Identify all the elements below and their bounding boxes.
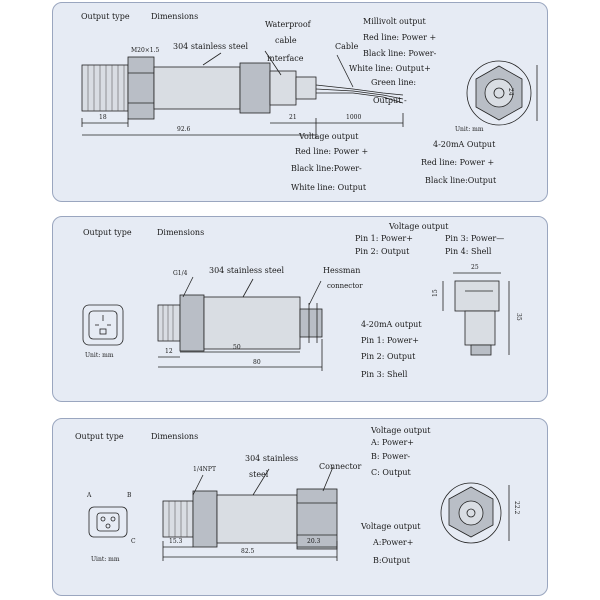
- dim-35: 35: [515, 313, 522, 321]
- ma-black: Black line:Output: [425, 176, 497, 185]
- hessman-connector-label: connector: [327, 282, 363, 290]
- sensor-body: [217, 495, 297, 543]
- ma-red: Red line: Power +: [421, 158, 495, 167]
- hex-nut: [180, 295, 204, 351]
- dim-80: 80: [253, 359, 261, 366]
- cable-label: Cable: [335, 42, 359, 51]
- cable-interface: [240, 63, 270, 113]
- connector-output-panel: [52, 418, 548, 596]
- connector-label: Connector: [319, 462, 362, 471]
- dim-22-2: 22.2: [513, 501, 520, 515]
- sensor-body: [204, 297, 300, 349]
- voltage-bottom-title: Voltage output: [361, 522, 421, 531]
- unit-label: Unit: mm: [455, 126, 484, 133]
- voltage-pin2: Pin 2: Output: [355, 247, 410, 256]
- millivolt-white: White line: Output+: [349, 64, 431, 73]
- voltage-pin4: Pin 4: Shell: [445, 247, 492, 256]
- dimensions-label: Dimensions: [151, 432, 199, 441]
- pin-b-label: B: [127, 492, 132, 499]
- pin-c-label: C: [131, 538, 136, 545]
- dim-92: 92.6: [177, 126, 191, 133]
- output-type-label: Output type: [75, 432, 124, 441]
- millivolt-red: Red line: Power +: [363, 33, 437, 42]
- hessman-connector-top: [455, 281, 499, 311]
- dim-21: 21: [289, 114, 297, 121]
- dim-20-3: 20.3: [307, 538, 321, 545]
- voltage-pin3: Pin 3: Power—: [445, 234, 505, 243]
- voltage-title: Voltage output: [389, 222, 449, 231]
- thread-section: [158, 305, 180, 341]
- millivolt-green-output: Output -: [373, 96, 407, 105]
- ma-pin1: Pin 1: Power+: [361, 336, 419, 345]
- voltage-title: Voltage output: [299, 132, 359, 141]
- voltage-top-c: C: Output: [371, 468, 411, 477]
- thread-label: G1/4: [173, 270, 188, 277]
- material-steel-label: steel: [249, 470, 269, 479]
- millivolt-black: Black line: Power-: [363, 49, 437, 58]
- connector-pin-face: [89, 507, 127, 537]
- dim-15-3: 15.3: [169, 538, 183, 545]
- unit-label: Uint: mm: [91, 556, 120, 563]
- voltage-white: White line: Output: [291, 183, 367, 192]
- waterproof-interface-label: interface: [267, 54, 304, 63]
- cable-output-panel: [52, 2, 548, 202]
- dim-18: 18: [99, 114, 107, 121]
- dim-82-5: 82.5: [241, 548, 255, 555]
- dimensions-label: Dimensions: [151, 12, 199, 21]
- unit-label: Unit: mm: [85, 352, 114, 359]
- ma-title: 4-20mA output: [361, 320, 422, 329]
- output-type-label: Output type: [81, 12, 130, 21]
- ma-pin2: Pin 2: Output: [361, 352, 416, 361]
- dim-24: 24: [507, 88, 514, 96]
- voltage-top-b: B: Power-: [371, 452, 411, 461]
- millivolt-green: Green line:: [371, 78, 417, 87]
- thread-section: [163, 501, 193, 537]
- connector-sensor-drawing: [53, 419, 548, 596]
- pin-a-label: A: [87, 492, 92, 499]
- voltage-pin1: Pin 1: Power+: [355, 234, 413, 243]
- waterproof-cable-label: cable: [275, 36, 297, 45]
- ma-pin3: Pin 3: Shell: [361, 370, 408, 379]
- hessman-label: Hessman: [323, 266, 361, 275]
- hex-nut: [128, 57, 154, 119]
- millivolt-title: Millivolt output: [363, 17, 426, 26]
- dim-12: 12: [165, 348, 173, 355]
- thread-section: [82, 65, 128, 111]
- voltage-top-title: Voltage output: [371, 426, 431, 435]
- material-label: 304 stainless: [245, 454, 299, 463]
- dim-25: 25: [471, 264, 479, 271]
- sensor-body: [154, 67, 240, 109]
- output-type-label: Output type: [83, 228, 132, 237]
- dim-15: 15: [432, 289, 439, 297]
- dim-50: 50: [233, 344, 241, 351]
- hessman-sensor-drawing: [53, 217, 548, 402]
- thread-label: M20×1.5: [131, 47, 160, 54]
- hessman-connector-side: [465, 311, 495, 345]
- ma-title: 4-20mA Output: [433, 140, 496, 149]
- voltage-red: Red line: Power +: [295, 147, 369, 156]
- voltage-bottom-b: B:Output: [373, 556, 410, 565]
- dim-1000: 1000: [346, 114, 362, 121]
- voltage-bottom-a: A:Power+: [373, 538, 414, 547]
- thread-label: 1/4NPT: [193, 466, 216, 473]
- hex-nut: [193, 491, 217, 547]
- material-label: 304 stainless steel: [209, 266, 285, 275]
- material-label: 304 stainless steel: [173, 42, 249, 51]
- hessman-output-panel: [52, 216, 548, 402]
- waterproof-label: Waterproof: [265, 20, 311, 29]
- voltage-top-a: A: Power+: [371, 438, 414, 447]
- dimensions-label: Dimensions: [157, 228, 205, 237]
- voltage-black: Black line:Power-: [291, 164, 362, 173]
